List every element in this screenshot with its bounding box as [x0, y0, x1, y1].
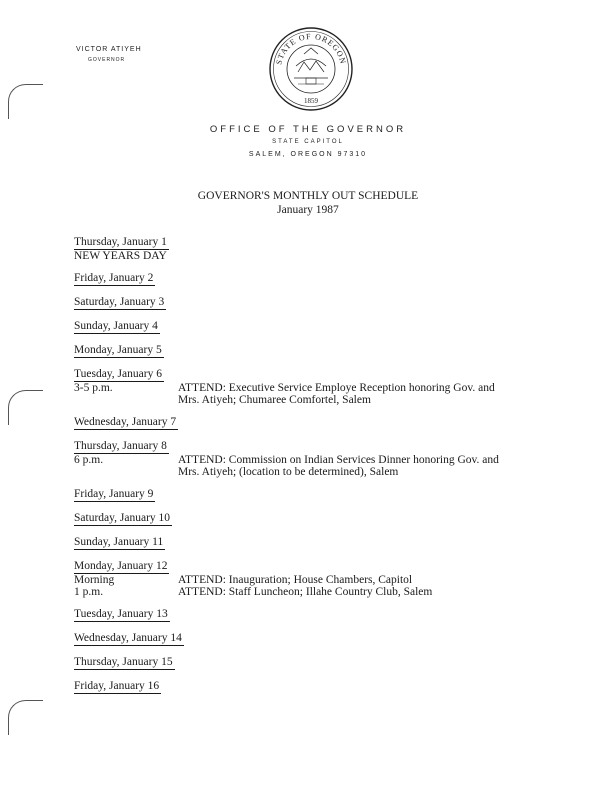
entry-text: ATTEND: Executive Service Employe Reception honoring Gov. and [178, 382, 495, 394]
schedule-day [74, 272, 574, 286]
seal-year: 1859 [304, 97, 318, 105]
governor-name: VICTOR ATIYEH [76, 46, 142, 53]
schedule-day [74, 440, 574, 478]
schedule-day [74, 344, 574, 358]
schedule-day [74, 488, 574, 502]
day-label: Sunday, January 11 [74, 536, 164, 548]
governor-title: GOVERNOR [88, 57, 126, 63]
binder-hole [8, 700, 43, 735]
entry-time: 6 p.m. [74, 454, 104, 466]
day-label: Friday, January 2 [74, 272, 154, 284]
seal-text: STATE OF OREGON [274, 31, 348, 66]
schedule-day [74, 536, 574, 550]
day-label: Thursday, January 15 [74, 656, 173, 668]
day-label: Thursday, January 1 [74, 236, 167, 248]
office-address-line2: SALEM, OREGON 97310 [248, 151, 368, 158]
entry-time: 3-5 p.m. [74, 382, 113, 394]
day-label: Tuesday, January 6 [74, 368, 162, 380]
day-label: Saturday, January 10 [74, 512, 171, 524]
schedule-list [74, 236, 574, 704]
schedule-day [74, 632, 574, 646]
schedule-day [74, 320, 574, 334]
day-label: Wednesday, January 14 [74, 632, 182, 644]
schedule-entry [74, 586, 574, 598]
schedule-day [74, 368, 574, 406]
day-label: Saturday, January 3 [74, 296, 165, 308]
schedule-day [74, 296, 574, 310]
schedule-day [74, 512, 574, 526]
day-label: Tuesday, January 13 [74, 608, 168, 620]
schedule-day [74, 236, 574, 262]
document-subtitle: January 1987 [277, 204, 339, 216]
schedule-entry [74, 382, 574, 394]
entry-text-continuation: Mrs. Atiyeh; (location to be determined), Salem [178, 466, 399, 478]
entry-text: ATTEND: Inauguration; House Chambers, Capitol [178, 574, 413, 586]
document-title: GOVERNOR'S MONTHLY OUT SCHEDULE [197, 190, 419, 202]
schedule-entry [74, 454, 574, 466]
day-label: Sunday, January 4 [74, 320, 158, 332]
schedule-day [74, 608, 574, 622]
entry-text-continuation: Mrs. Atiyeh; Chumaree Comfortel, Salem [178, 394, 371, 406]
day-label: Wednesday, January 7 [74, 416, 177, 428]
schedule-day [74, 680, 574, 694]
entry-text: ATTEND: Commission on Indian Services Dinner honoring Gov. and [178, 454, 499, 466]
office-name: OFFICE OF THE GOVERNOR [209, 124, 407, 135]
schedule-entry [74, 574, 574, 586]
schedule-day [74, 656, 574, 670]
binder-hole [8, 390, 43, 425]
state-seal-icon [268, 26, 354, 112]
day-label: Thursday, January 8 [74, 440, 167, 452]
office-address-line1: STATE CAPITOL [272, 139, 344, 145]
binder-hole [8, 84, 43, 119]
day-label: Monday, January 12 [74, 560, 168, 572]
schedule-day [74, 560, 574, 598]
day-label: Monday, January 5 [74, 344, 162, 356]
entry-time: Morning [74, 574, 115, 586]
day-note: NEW YEARS DAY [74, 250, 167, 262]
entry-time: 1 p.m. [74, 586, 104, 598]
day-label: Friday, January 16 [74, 680, 160, 692]
day-label: Friday, January 9 [74, 488, 154, 500]
schedule-day [74, 416, 574, 430]
entry-text: ATTEND: Staff Luncheon; Illahe Country Club, Salem [178, 586, 433, 598]
